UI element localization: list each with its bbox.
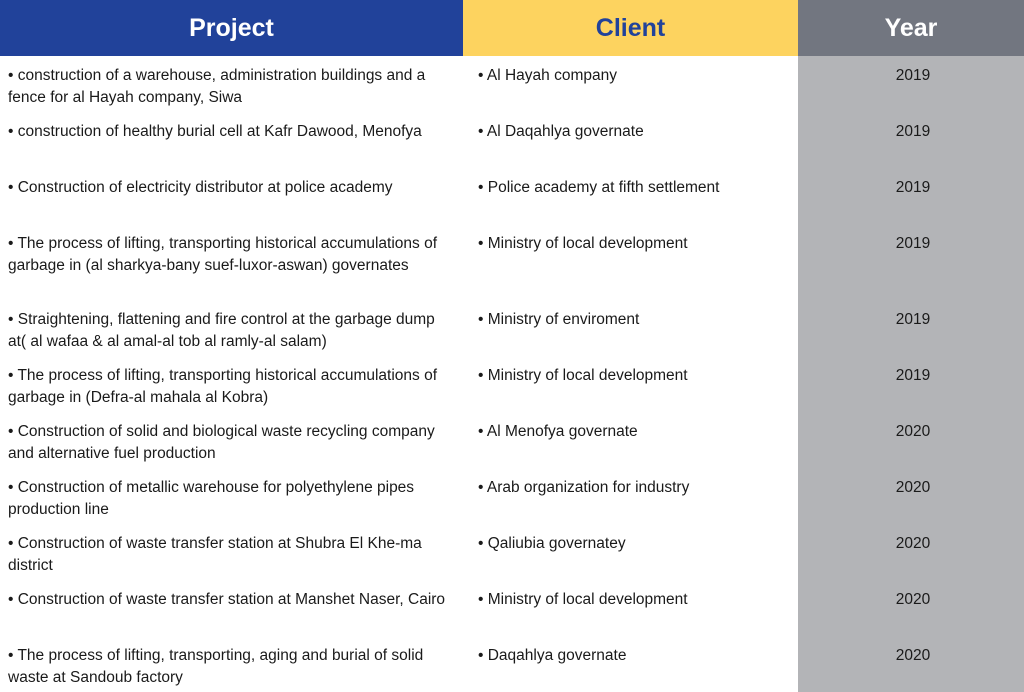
client-cell: • Al Hayah company — [478, 67, 617, 84]
year-cell: 2019 — [895, 367, 931, 384]
client-cell: • Ministry of local development — [478, 235, 688, 252]
project-cell: • Straightening, flattening and fire control at the garbage dump at( al wafaa & al amal-al tob al ramly-al salam) — [8, 311, 435, 350]
year-cell: 2019 — [895, 235, 931, 252]
year-cell: 2019 — [895, 311, 931, 328]
year-cell: 2019 — [895, 123, 931, 140]
project-cell: • The process of lifting, transporting historical accumulations of garbage in (al sharkya-bany suef-luxor-aswan) governates — [8, 235, 438, 274]
client-cell: • Ministry of enviroment — [478, 311, 640, 328]
year-cell: 2020 — [895, 591, 931, 608]
table-row — [0, 168, 1024, 224]
table-header — [0, 0, 1024, 56]
project-cell: • Construction of metallic warehouse for polyethylene pipes production line — [8, 479, 415, 518]
project-cell: • construction of a warehouse, administration buildings and a fence for al Hayah company, Siwa — [8, 67, 426, 106]
table-row — [0, 412, 1024, 468]
client-cell: • Daqahlya governate — [478, 647, 627, 664]
project-cell: • Construction of solid and biological waste recycling company and alternative fuel production — [8, 423, 435, 462]
client-cell: • Al Daqahlya governate — [478, 123, 644, 140]
client-cell: • Qaliubia governatey — [478, 535, 626, 552]
table-row — [0, 524, 1024, 580]
project-cell: • Construction of waste transfer station at Manshet Naser, Cairo — [8, 591, 446, 608]
year-cell: 2020 — [895, 647, 931, 664]
table-row — [0, 580, 1024, 636]
table-row — [0, 112, 1024, 168]
table-row — [0, 224, 1024, 300]
year-cell: 2020 — [895, 423, 931, 440]
project-cell: • Construction of waste transfer station at Shubra El Khe-ma district — [8, 535, 422, 574]
year-cell: 2020 — [895, 479, 931, 496]
client-cell: • Ministry of local development — [478, 591, 688, 608]
year-column-header: Year — [798, 0, 1024, 56]
project-cell: • The process of lifting, transporting, aging and burial of solid waste at Sandoub factory — [8, 647, 424, 686]
project-cell: • Construction of electricity distributor at police academy — [8, 179, 393, 196]
project-cell: • The process of lifting, transporting historical accumulations of garbage in (Defra-al mahala al Kobra) — [8, 367, 438, 406]
client-cell: • Arab organization for industry — [478, 479, 690, 496]
year-cell: 2019 — [895, 67, 931, 84]
client-cell: • Ministry of local development — [478, 367, 688, 384]
client-cell: • Al Menofya governate — [478, 423, 638, 440]
client-cell: • Police academy at fifth settlement — [478, 179, 720, 196]
table-row — [0, 300, 1024, 356]
year-cell: 2020 — [895, 535, 931, 552]
year-cell: 2019 — [895, 179, 931, 196]
project-column-header: Project — [0, 0, 463, 56]
table-row — [0, 356, 1024, 412]
project-cell: • construction of healthy burial cell at Kafr Dawood, Menofya — [8, 123, 422, 140]
client-column-header: Client — [463, 0, 798, 56]
table-row — [0, 636, 1024, 692]
table-row — [0, 468, 1024, 524]
table-row — [0, 56, 1024, 112]
